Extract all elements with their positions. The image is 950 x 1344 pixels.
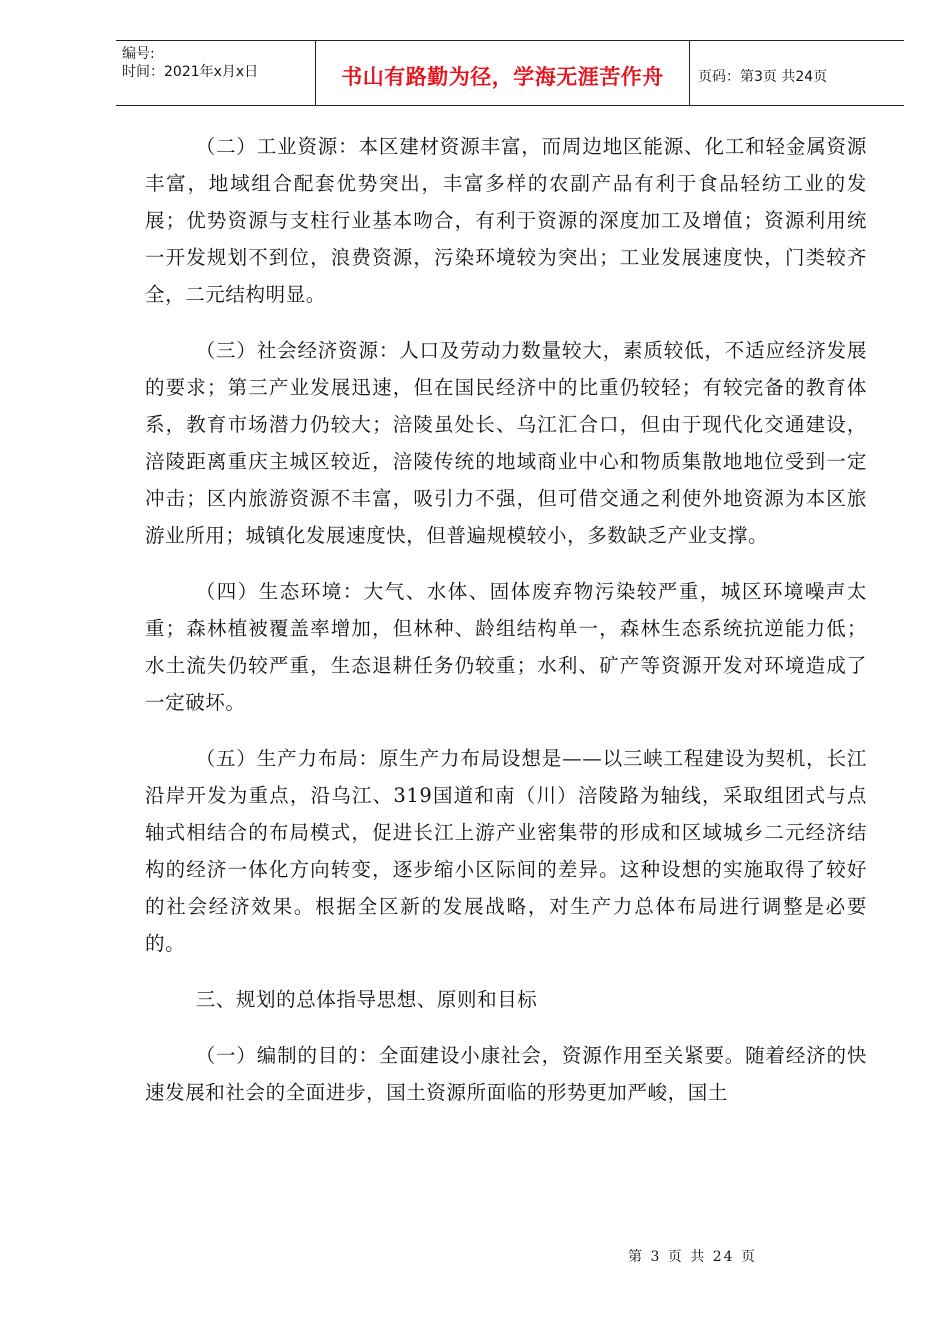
paragraph-productivity-layout: （五）生产力布局：原生产力布局设想是——以三峡工程建设为契机，长江沿岸开发为重点，沿乌江、319国道和南（川）涪陵路为轴线，采取组团式与点轴式相结合的布局模式，促进长江上游产业密集带的形成和区域城乡二元经济结构的经济一体化方向转变，逐步缩小区际间的差异。这种设想的实施取得了较好的社会经济效果。根据全区新的发展战略，对生产力总体布局进行调整是必要的。 xyxy=(145,747,867,955)
document-header xyxy=(116,40,904,106)
document-body xyxy=(145,128,867,1130)
header-motto: 书山有路勤为径，学海无涯苦作舟 xyxy=(316,41,690,105)
page-footer: 第 3 页 共 24 页 xyxy=(628,1249,757,1265)
header-meta-cell xyxy=(116,41,316,105)
header-page-label: 页码：第3页 共24页 xyxy=(698,69,828,85)
paragraph-socioeconomic-resources: （三）社会经济资源：人口及劳动力数量较大，素质较低，不适应经济发展的要求；第三产业发展迅速，但在国民经济中的比重仍较轻；有较完备的教育体系，教育市场潜力仍较大；涪陵虽处长、乌江汇合口，但由于现代化交通建设，涪陵距离重庆主城区较近，涪陵传统的地域商业中心和物质集散地地位受到一定冲击；区内旅游资源不丰富，吸引力不强，但可借交通之利使外地资源为本区旅游业所用；城镇化发展速度快，但普遍规模较小，多数缺乏产业支撑。 xyxy=(145,339,867,547)
section-heading-planning: 三、规划的总体指导思想、原则和目标 xyxy=(195,988,538,1011)
paragraph-ecological-environment: （四）生态环境：大气、水体、固体废弃物污染较严重，城区环境噪声太重；森林植被覆盖率增加，但林种、龄组结构单一，森林生态系统抗逆能力低；水土流失仍较严重，生态退耕任务仍较重；水利、矿产等资源开发对环境造成了一定破坏。 xyxy=(145,580,867,714)
document-number-label: 编号: xyxy=(122,46,155,62)
paragraph-compilation-purpose: （一）编制的目的：全面建设小康社会，资源作用至关紧要。随着经济的快速发展和社会的全面进步，国土资源所面临的形势更加严峻，国土 xyxy=(145,1044,867,1104)
paragraph-industrial-resources: （二）工业资源：本区建材资源丰富，而周边地区能源、化工和轻金属资源丰富，地域组合配套优势突出，丰富多样的农副产品有利于食品轻纺工业的发展；优势资源与支柱行业基本吻合，有利于资源的深度加工及增值；资源利用统一开发规划不到位，浪费资源，污染环境较为突出；工业发展速度快，门类较齐全，二元结构明显。 xyxy=(145,135,867,306)
document-time-label: 时间：2021年x月x日 xyxy=(122,64,259,80)
